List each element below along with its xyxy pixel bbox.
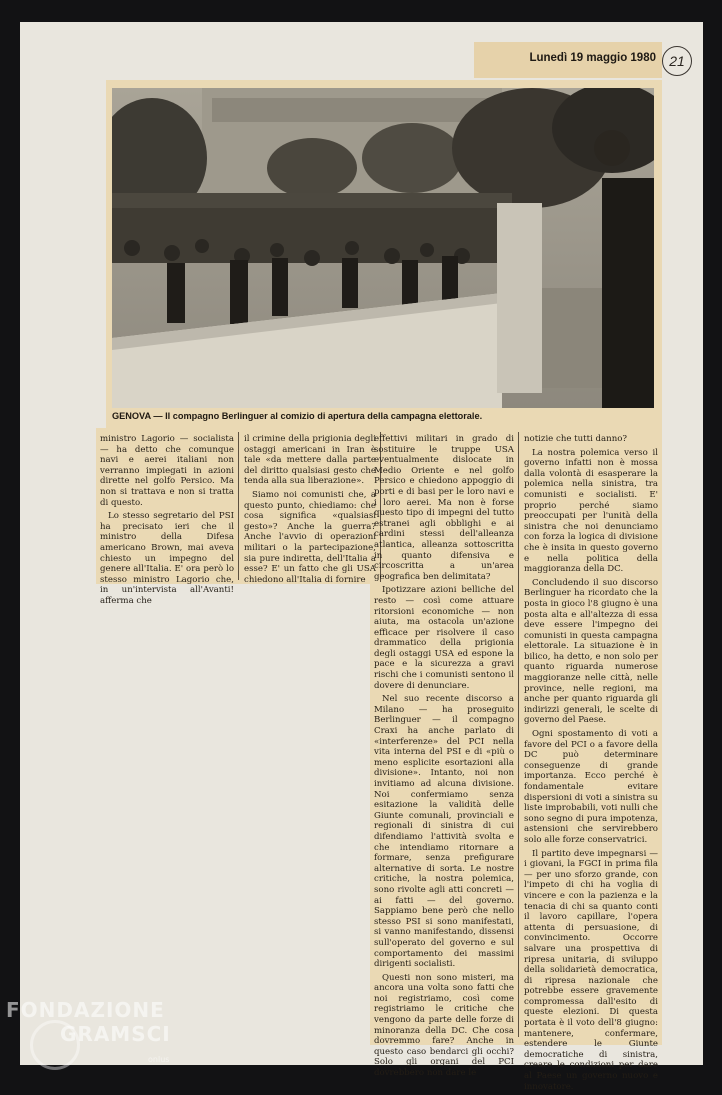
rally-photograph [112, 88, 654, 408]
paragraph: Questi non sono misteri, ma ancora una volta sono fatti che noi registriamo, così come registriamo le critiche che vengono da parte delle forze di minoranza della DC. Che cosa dovremmo fare? Anche in questo caso bendarci gli occhi? Solo gli organi del PCI dovrebbero non dare le [374, 972, 514, 1079]
paragraph: effettivi militari in grado di sostituire le truppe USA eventualmente dislocate in Medio Oriente e nel golfo Persico e chiedono appoggio di porti e di basi per le loro navi e i loro aerei. Ma non è forse questo tipo di impegni del tutto estranei agli obblighi e ai cardini stessi dell'alleanza atlantica, alleanza sottoscritta in quanto difensiva e circoscritta a un'area geografica ben delimitata? [374, 434, 514, 582]
paragraph: La nostra polemica verso il governo infatti non è mossa dalla volontà di esasperare la polemica nella sinistra, tra comunisti e socialisti. E' proprio perché siamo preoccupati per l'unità della sinistra che noi denunciamo con forza la logica di divisione che è insita in questo governo e nella politica della maggioranza della DC. [524, 447, 658, 575]
paragraph: Lo stesso segretario del PSI ha precisato ieri che il ministro della Difesa americano Brown, mai aveva chiesto un impegno del genere all'Italia. E' ora però lo stesso ministro Lagorio che, in un'intervista all'Avanti! afferma che [100, 511, 234, 606]
article-column-3 [374, 434, 514, 1082]
folio-number: 21 [662, 46, 692, 76]
issue-date: Lunedì 19 maggio 1980 [529, 52, 656, 64]
watermark-line3: onlus [148, 1055, 170, 1064]
paragraph: Ogni spostamento di voti a favore del PCI o a favore della DC può determinare conseguenze di grande importanza. Ecco perché è fondamentale evitare dispersioni di voti a sinistra su liste improbabili, voti nulli che sono segno di pura impotenza, astensioni che servirebbero solo alle forze conservatrici. [524, 729, 658, 845]
paragraph: Nel suo recente discorso a Milano — ha proseguito Berlinguer — il compagno Craxi ha anche parlato di «interferenze» del PCI nella vita interna del PSI e di «più o meno esplicite esortazioni alla divisione». Intanto, noi non invitiamo ad alcuna divisione. Noi confermiamo senza esitazione la validità delle Giunte comunali, provinciali e regionali di sinistra di cui difendiamo l'attività svolta e che intendiamo ritornare a formare, senza prefigurare alternative di sorta. Le nostre critiche, la nostra polemica, sono rivolte agli atti concreti — ai fatti — del governo. Sappiamo bene però che nello stesso PSI si sono manifestati, si vanno manifestando, dissensi sull'operato del governo e sul comportamento dei massimi dirigenti socialisti. [374, 694, 514, 970]
paragraph: notizie che tutti danno? [524, 434, 628, 444]
watermark-line2: GRAMSCI [60, 1022, 171, 1046]
paragraph: ministro Lagorio — socialista — ha detto che comunque navi e aerei italiani non verranno impiegati in azioni dirette nel golfo Persico. Ma non si trattava e non si tratta di questo. [100, 434, 234, 508]
article-column-4 [524, 434, 658, 1095]
date-strip [474, 42, 662, 78]
paragraph: Ipotizzare azioni belliche del resto — così come attuare ritorsioni economiche — non aiuta, ma ostacola un'azione efficace per risolvere il caso drammatico della prigionia degli ostaggi USA ed espone la pace e la sicurezza a gravi rischi che i comunisti sentono il dovere di denunciare. [374, 585, 514, 691]
photo-caption: GENOVA — Il compagno Berlinguer al comizio di apertura della campagna elettorale. [112, 411, 483, 421]
paragraph: Concludendo il suo discorso Berlinguer ha ricordato che la posta in gioco l'8 giugno è una posta alta e all'altezza di essa deve essere l'impegno dei comunisti in questa campagna elettorale. La situazione è in bilico, ha detto, e non solo per quanto riguarda numerose maggioranze nelle città, nelle province, nelle regioni, ma anche per quanto riguarda gli indirizzi generali, le scelte di governo del Paese. [524, 577, 658, 726]
rally-photo-image [112, 88, 654, 408]
paragraph: il crimine della prigionia degli ostaggi americani in Iran è tale «da mettere dalla parte del diritto qualsiasi gesto che tenda alla sua liberazione». [244, 434, 376, 487]
paragraph: Il partito deve impegnarsi — i giovani, la FGCI in prima fila — per uno sforzo grande, con l'impeto di chi ha voglia di vincere e con la pazienza e la tenacia di chi sa quanto conti il lavoro capillare, l'opera attenta di persuasione, di convincimento. Occorre salvare una prospettiva di ripresa unitaria, di sviluppo della solidarietà democratica, di ripresa nazionale che potrebbe essere gravemente compromessa dall'esito di queste elezioni. Di questa portata è il voto dell'8 giugno: mantenere, confermare, estendere le Giunte democratiche di sinistra, creare le condizioni per dare al Paese un governo nuovo e innovatore. [524, 848, 658, 1092]
column-rule [238, 432, 239, 580]
paragraph: Siamo noi comunisti che, a questo punto, chiediamo: che cosa significa «qualsiasi gesto»? Anche la guerra? Anche l'avvio di operazioni militari o la partecipazione, sia pure indiretta, dell'Italia a esse? E' un fatto che gli USA chiedono all'Italia di fornire [244, 489, 376, 585]
article-column-1 [100, 434, 234, 610]
watermark-line1: FONDAZIONE [6, 998, 165, 1022]
article-column-2 [244, 434, 376, 588]
column-rule [518, 432, 519, 1037]
